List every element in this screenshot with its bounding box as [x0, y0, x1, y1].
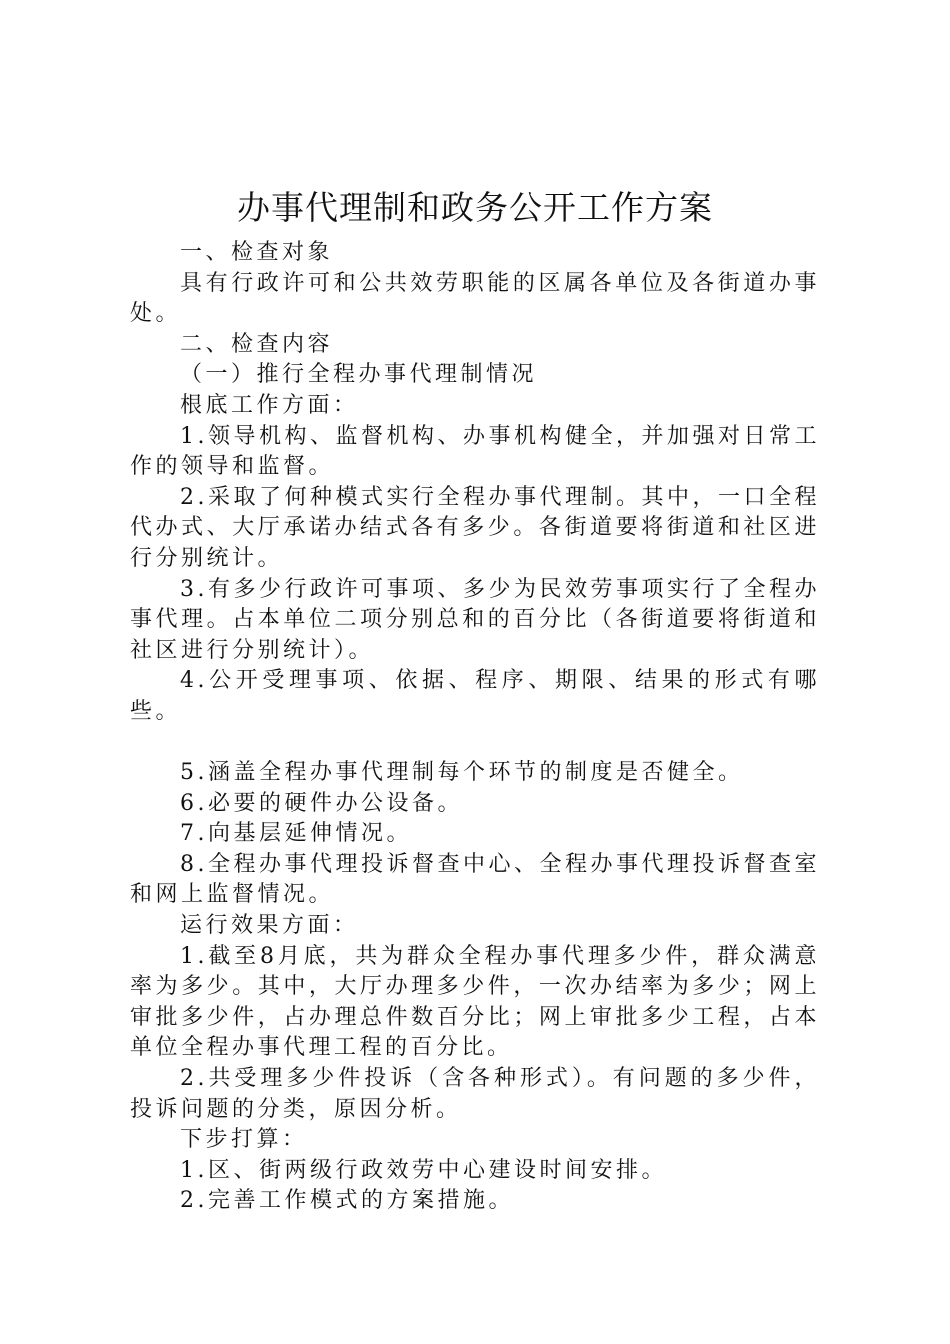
list-item-next-1: 1.区、街两级行政效劳中心建设时间安排。 [180, 1157, 667, 1183]
list-item-effect-1: 1.截至8月底，共为群众全程办事代理多少件，群众满意率为多少。其中，大厅办理多少件，一次办结率为多少；网上审批多少件，占办理总件数百分比；网上审批多少工程，占本单位全程办事代理工程的百分比。 [130, 943, 820, 1061]
list-item-basic-6: 6.必要的硬件办公设备。 [180, 790, 463, 816]
list-item-next-2: 2.完善工作模式的方案措施。 [180, 1188, 514, 1214]
list-item-basic-1: 1.领导机构、监督机构、办事机构健全，并加强对日常工作的领导和监督。 [130, 423, 820, 480]
document-body [130, 238, 820, 1217]
subsection-heading-agency-system: （一）推行全程办事代理制情况 [180, 362, 538, 388]
list-item-effect-2: 2.共受理多少件投诉（含各种形式）。有问题的多少件，投诉问题的分类，原因分析。 [130, 1066, 820, 1122]
list-item-basic-2: 2.采取了何种模式实行全程办事代理制。其中，一口全程代办式、大厅承诺办结式各有多少。各街道要将街道和社区进行分别统计。 [130, 484, 820, 571]
list-item-basic-4: 4.公开受理事项、依据、程序、期限、结果的形式有哪些。 [130, 668, 820, 724]
group-heading-operation-effect: 运行效果方面： [180, 913, 359, 939]
group-heading-basic-work: 根底工作方面： [180, 392, 359, 418]
list-item-basic-7: 7.向基层延伸情况。 [180, 821, 412, 847]
blank-line [130, 728, 820, 759]
group-heading-next-steps: 下步打算： [180, 1127, 308, 1153]
list-item-basic-3: 3.有多少行政许可事项、多少为民效劳事项实行了全程办事代理。占本单位二项分别总和的百分比（各街道要将街道和社区进行分别统计）。 [130, 576, 820, 663]
section-heading-inspection-content: 二、检查内容 [180, 331, 334, 357]
section-heading-inspection-target: 一、检查对象 [180, 240, 334, 265]
paragraph-inspection-target: 具有行政许可和公共效劳职能的区属各单位及各街道办事处。 [130, 270, 820, 327]
list-item-basic-5: 5.涵盖全程办事代理制每个环节的制度是否健全。 [180, 760, 744, 786]
list-item-basic-8: 8.全程办事代理投诉督查中心、全程办事代理投诉督查室和网上监督情况。 [130, 851, 820, 908]
document-title: 办事代理制和政务公开工作方案 [237, 188, 713, 227]
